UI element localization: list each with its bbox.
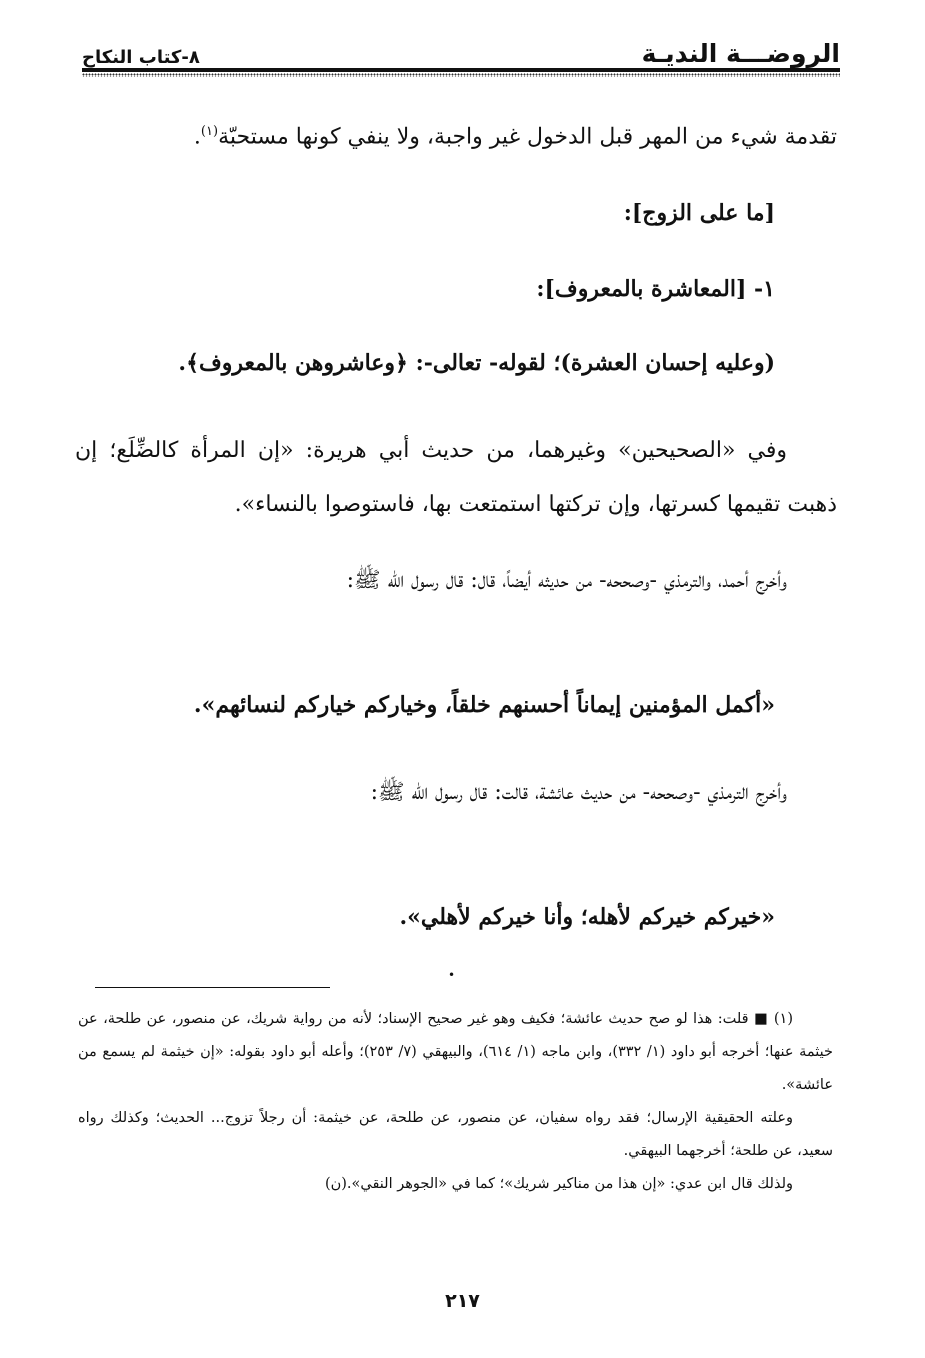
footnote-separator (95, 987, 330, 988)
paragraph-7-hadith: «خيركم خيركم لأهله؛ وأنا خيركم لأهلي». (399, 904, 775, 930)
book-title: الروضـــة النديـة (641, 39, 840, 68)
paragraph-5-hadith: «أكمل المؤمنين إيماناً أحسنهم خلقاً، وخياركم خياركم لنسائهم». (193, 692, 775, 718)
chapter-title: ٨-كتاب النكاح (82, 47, 200, 68)
header-rule (82, 68, 840, 72)
paragraph-4: وأخرج أحمد، والترمذي -وصححه- من حديثه أيضاً، قال: قال رسول الله ﷺ: (346, 568, 787, 593)
footnotes (78, 1003, 833, 1201)
paragraph-6: وأخرج الترمذي -وصححه- من حديث عائشة، قالت: قال رسول الله ﷺ: (370, 780, 787, 805)
footnote-2: وعلته الحقيقية الإرسال؛ فقد رواه سفيان، عن منصور، عن طلحة، عن خيثمة: أن رجلاً تزوج... الحديث؛ وكذلك رواه سعيد، عن طلحة؛ أخرجهما البيهقي. (78, 1110, 833, 1159)
paragraph-3: وفي «الصحيحين» وغيرهما، من حديث أبي هريرة: «إن المرأة كالضِّلَع؛ إن ذهبت تقيمها كسرتها، وإن تركتها استمتعت بها، فاستوصوا بالنساء». (75, 438, 837, 517)
running-header (82, 30, 840, 68)
paragraph-1-end: . (193, 124, 201, 150)
separator-dot: • (448, 968, 456, 982)
paragraph-1-text: تقدمة شيء من المهر قبل الدخول غير واجبة، ولا ينفي كونها مستحبّة (218, 124, 837, 150)
heading-kind-companionship: ١- [المعاشرة بالمعروف]: (536, 276, 775, 302)
footnote-3: ولذلك قال ابن عدي: «إن هذا من مناكير شريك»؛ كما في «الجوهر النقي».(ن) (324, 1176, 793, 1192)
footnote-1: (١) ■ قلت: هذا لو صح حديث عائشة؛ فكيف وهو غير صحيح الإسناد؛ لأنه من رواية شريك، عن منصور، عن طلحة، عن خيثمة عنها؛ أخرجه أبو داود (١/ ٣٣٢)، وابن ماجه (١/ ٦١٤)، والبيهقي (٧/ ٢٥٣)؛ وأعله أبو داود بقوله: «إن خيثمة لم يسمع من عائشة». (78, 1011, 833, 1093)
footnote-ref-1[interactable]: (١) (200, 124, 219, 139)
header-dotted-rule (82, 73, 840, 77)
paragraph-2: (وعليه إحسان العشرة)؛ لقوله- تعالى-: ﴿وعاشروهن بالمعروف﴾. (178, 350, 775, 376)
paragraph-1 (75, 124, 837, 149)
heading-husband-duties: [ما على الزوج]: (623, 200, 775, 226)
page-number: ٢١٧ (445, 1290, 480, 1312)
